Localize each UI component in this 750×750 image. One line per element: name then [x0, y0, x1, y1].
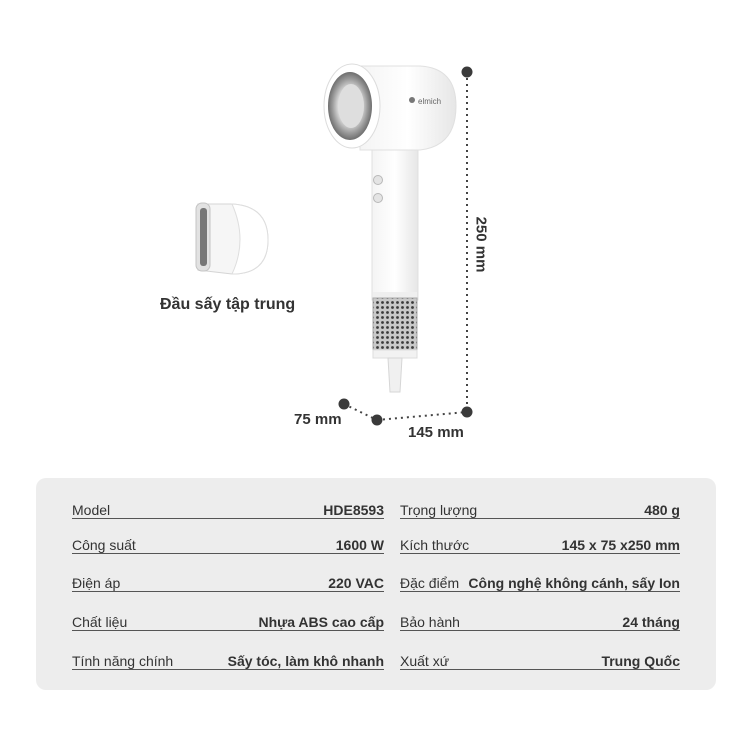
spec-label: Đặc điểm: [400, 575, 460, 591]
spec-row: [72, 531, 384, 554]
spec-label: Xuất xứ: [400, 653, 450, 669]
spec-value: Công nghệ không cánh, sấy Ion: [468, 575, 680, 591]
spec-row: [400, 531, 680, 554]
nozzle-label: Đầu sấy tập trung: [160, 296, 296, 313]
spec-row: [72, 569, 384, 592]
spec-value: 220 VAC: [328, 575, 384, 591]
depth-label: 75 mm: [294, 411, 342, 428]
spec-value: Trung Quốc: [601, 653, 680, 669]
spec-value: 145 x 75 x250 mm: [561, 537, 680, 553]
brand-logo: elmich: [418, 97, 442, 106]
dryer-head: [324, 64, 456, 150]
height-label: 250 mm: [472, 216, 490, 273]
spec-label: Model: [72, 502, 111, 518]
spec-label: Trọng lượng: [400, 502, 478, 518]
nozzle-attachment: [196, 203, 268, 274]
spec-row: [400, 569, 680, 592]
spec-value: 1600 W: [335, 537, 384, 553]
spec-value: 480 g: [644, 502, 680, 518]
spec-value: Sấy tóc, làm khô nhanh: [227, 653, 384, 669]
spec-label: Chất liệu: [72, 614, 128, 630]
spec-row: [400, 647, 680, 670]
spec-label: Điện áp: [72, 575, 121, 591]
width-label: 145 mm: [408, 424, 464, 441]
spec-row: [400, 496, 680, 519]
spec-value: 24 tháng: [622, 614, 680, 630]
spec-value: Nhựa ABS cao cấp: [258, 614, 384, 630]
spec-row: [72, 647, 384, 670]
spec-label: Kích thước: [400, 537, 470, 553]
spec-label: Công suất: [72, 537, 136, 553]
spec-label: Bảo hành: [400, 614, 460, 630]
spec-row: [400, 608, 680, 631]
spec-label: Tính năng chính: [72, 653, 174, 669]
spec-value: HDE8593: [323, 502, 384, 518]
dryer-handle: [372, 140, 418, 392]
spec-table: [36, 478, 716, 690]
spec-row: [72, 608, 384, 631]
spec-row: [72, 496, 384, 519]
